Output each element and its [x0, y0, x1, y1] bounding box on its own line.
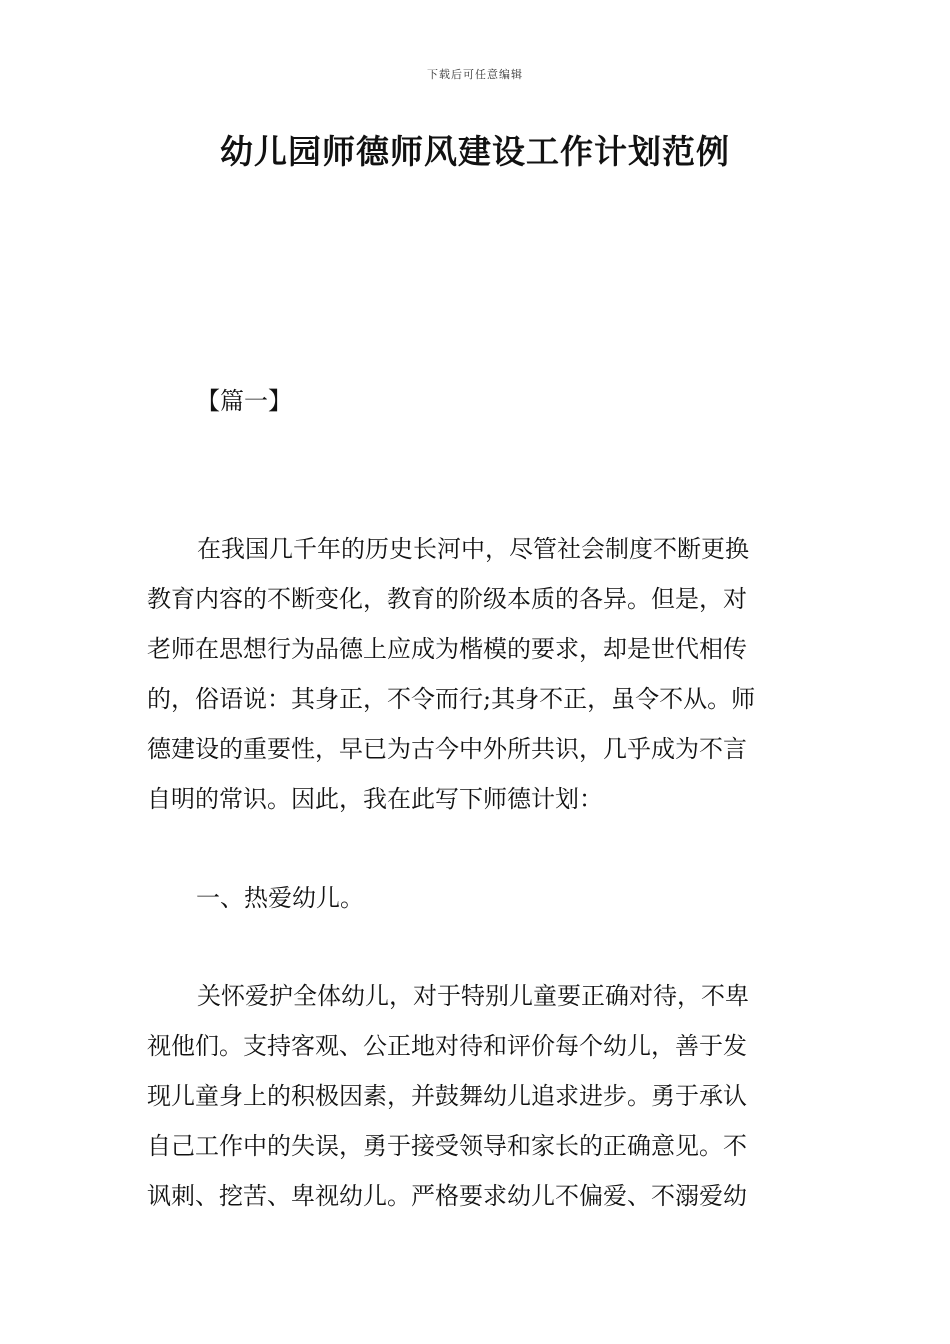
paragraph-line: 现儿童身上的积极因素，并鼓舞幼儿追求进步。勇于承认: [147, 1082, 747, 1110]
header-note: 下载后可任意编辑: [427, 68, 523, 81]
paragraph-line: 关怀爱护全体幼儿，对于特别儿童要正确对待，不卑: [197, 982, 749, 1010]
paragraph-line: 视他们。支持客观、公正地对待和评价每个幼儿，善于发: [147, 1032, 747, 1060]
document-title: 幼儿园师德师风建设工作计划范例: [220, 132, 730, 171]
paragraph-line: 在我国几千年的历史长河中，尽管社会制度不断更换: [197, 535, 749, 563]
paragraph-line: 德建设的重要性，早已为古今中外所共识，几乎成为不言: [147, 735, 747, 763]
paragraph-line: 自己工作中的失误，勇于接受领导和家长的正确意见。不: [147, 1132, 747, 1160]
paragraph-intro: [147, 524, 807, 824]
paragraph-line: 讽刺、挖苦、卑视幼儿。严格要求幼儿不偏爱、不溺爱幼: [147, 1182, 747, 1210]
paragraph-love-children: [147, 971, 807, 1221]
paragraph-line: 老师在思想行为品德上应成为楷模的要求，却是世代相传: [147, 635, 747, 663]
section-label: 【篇一】: [196, 387, 292, 415]
paragraph-line: 自明的常识。因此，我在此写下师德计划：: [147, 785, 603, 813]
section-heading: 一、热爱幼儿。: [196, 884, 364, 912]
paragraph-line: 教育内容的不断变化，教育的阶级本质的各异。但是，对: [147, 585, 747, 613]
paragraph-line: 的，俗语说：其身正，不令而行;其身不正，虽令不从。师: [147, 685, 756, 713]
